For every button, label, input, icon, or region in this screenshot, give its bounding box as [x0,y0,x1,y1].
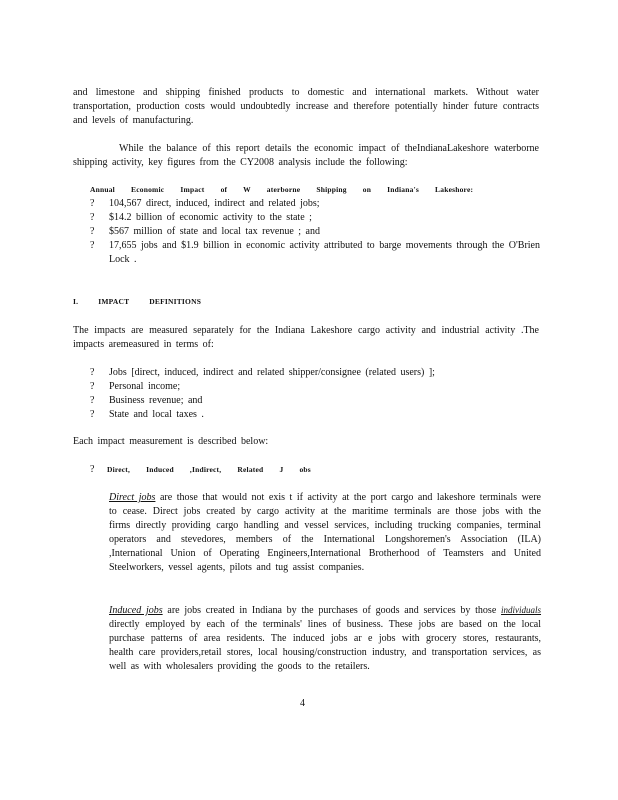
list-item [90,394,530,408]
bullet-glyph: ? [90,212,95,223]
list-item-text: $14.2 billion of economic activity to the state ; [109,212,312,223]
page-number: 4 [300,698,305,709]
list-item [90,380,530,394]
list-item-text: Jobs [direct, induced, indirect and related shipper/consignee (related users) ]; [109,367,435,378]
list-item-text: 17,655 jobs and $1.9 billion in economic activity attributed to barge movements through the O'Brien Lock . [109,240,540,265]
subheading-row [90,463,450,477]
list-item [90,197,540,211]
key-figures-heading: Annual Economic Impact of W aterborne Shipping on Indiana's Lakeshore: [90,185,474,194]
list-item-text: Business revenue; and [109,395,203,406]
bullet-glyph: ? [90,226,95,237]
measures-list [90,366,530,422]
induced-individuals-word: individuals [501,605,542,615]
list-item-text: Personal income; [109,381,181,392]
bullet-glyph: ? [90,198,95,209]
list-item-text: State and local taxes . [109,409,204,420]
each-impact-line: Each impact measurement is described below: [73,436,269,447]
bullet-glyph: ? [90,464,95,475]
list-item [90,211,540,225]
direct-jobs-term: Direct jobs [109,492,156,503]
bullet-glyph: ? [90,367,95,378]
list-item [90,366,530,380]
key-figures-list [90,197,540,267]
induced-jobs-paragraph [109,603,541,674]
list-item-text: 104,567 direct, induced, indirect and related jobs; [109,198,320,209]
intro-paragraph: While the balance of this report details the economic impact of theIndianaLakeshore waterborne shipping activity, key figures from the CY2008 analysis include the following: [73,143,539,168]
list-item-text: $567 million of state and local tax revenue ; and [109,226,320,237]
impacts-paragraph: The impacts are measured separately for the Indiana Lakeshore cargo activity and industrial activity .The impacts aremeasured in terms of: [73,325,539,350]
direct-jobs-paragraph [109,491,541,575]
induced-jobs-term: Induced jobs [109,605,163,616]
list-item [90,408,530,422]
bullet-glyph: ? [90,240,95,251]
bullet-glyph: ? [90,381,95,392]
bullet-glyph: ? [90,409,95,420]
direct-jobs-text: are those that would not exis t if activity at the port cargo and lakeshore terminals were to cease. Direct jobs created by cargo activity at the maritime terminals are those jobs with the firms directly providing cargo handling and vessel services, including trucking companies, terminal operators and stevedores, members of the International Longshoremen's Association (ILA) ,International Union of Operating Engineers,International Brotherhood of Teamsters and United Steelworkers, vessel agents, pilots and tug assist companies. [109,492,541,573]
subheading: Direct, Induced ,Indirect, Related J obs [106,465,311,474]
list-item [90,225,540,239]
section-heading: I. IMPACT DEFINITIONS [73,297,202,306]
induced-jobs-text-b: directly employed by each of the terminals' lines of business. These jobs are based on the local purchase patterns of area residents. The induced jobs ar e jobs with grocery stores, restaurants, health care providers,retail stores, local housing/construction industry, and transportation services, as well as with wholesalers providing the goods to the retailers. [109,619,541,672]
induced-jobs-text-a: are jobs created in Indiana by the purchases of goods and services by those [167,605,497,616]
bullet-glyph: ? [90,395,95,406]
continuation-paragraph: and limestone and shipping finished products to domestic and international markets. Without water transportation, production costs would undoubtedly increase and therefore potentially hinder future contracts and levels of manufacturing. [73,87,539,126]
list-item [90,239,540,267]
